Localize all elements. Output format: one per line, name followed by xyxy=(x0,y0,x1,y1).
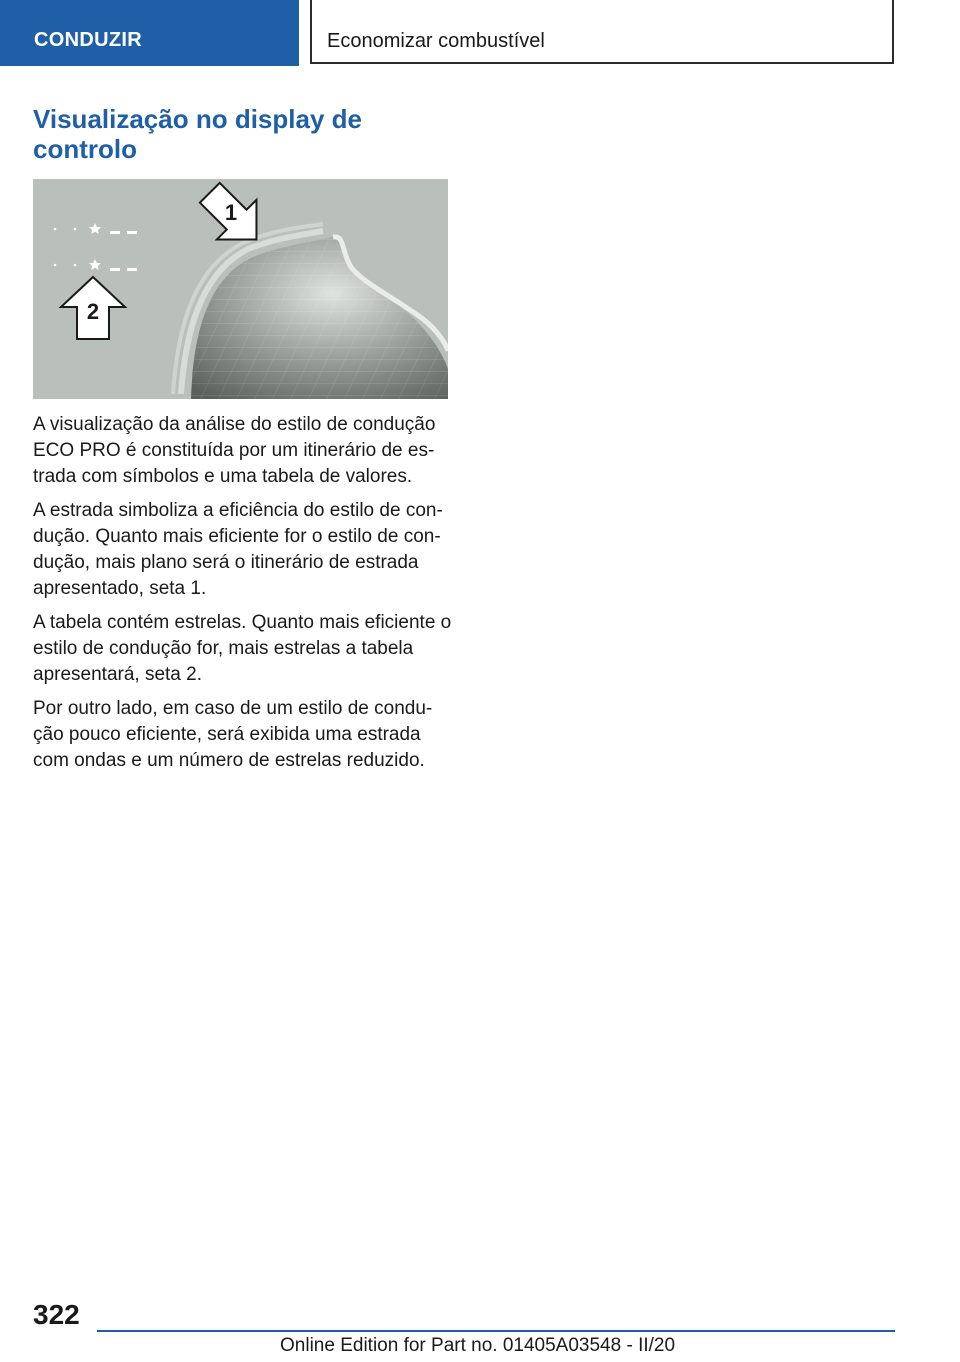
svg-text:1: 1 xyxy=(224,200,238,225)
svg-text:2: 2 xyxy=(86,299,100,324)
paragraph: A estrada simboliza a eficiência do estilo de condução. Quanto mais eficiente for o estilo de condução, mais plano será o itinerário de estrada apresentado, seta 1. xyxy=(33,500,443,599)
header-topic-box xyxy=(310,0,894,64)
footer-edition: Online Edition for Part no. 01405A03548 - II/20 xyxy=(280,1335,676,1356)
header-section-label: CONDUZIR xyxy=(34,29,142,51)
paragraph: Por outro lado, em caso de um estilo de condução pouco eficiente, será exibida uma estrada com ondas e um número de estrelas reduzido. xyxy=(33,698,433,771)
header-topic-label: Economizar combustível xyxy=(327,30,545,52)
paragraph: A visualização da análise do estilo de condução ECO PRO é constituída por um itinerário de estrada com símbolos e uma tabela de valores. xyxy=(33,414,436,487)
footer-divider xyxy=(97,1330,895,1332)
eco-pro-display-figure xyxy=(33,179,448,399)
section-title: Visualização no display de controlo xyxy=(33,104,362,164)
figure-illustration xyxy=(33,179,448,399)
page-number: 322 xyxy=(33,1299,80,1330)
header-section-tab xyxy=(0,0,299,66)
paragraph: A tabela contém estrelas. Quanto mais eficiente o estilo de condução for, mais estrelas a tabela apresentará, seta 2. xyxy=(33,612,452,685)
body-text xyxy=(33,412,453,782)
